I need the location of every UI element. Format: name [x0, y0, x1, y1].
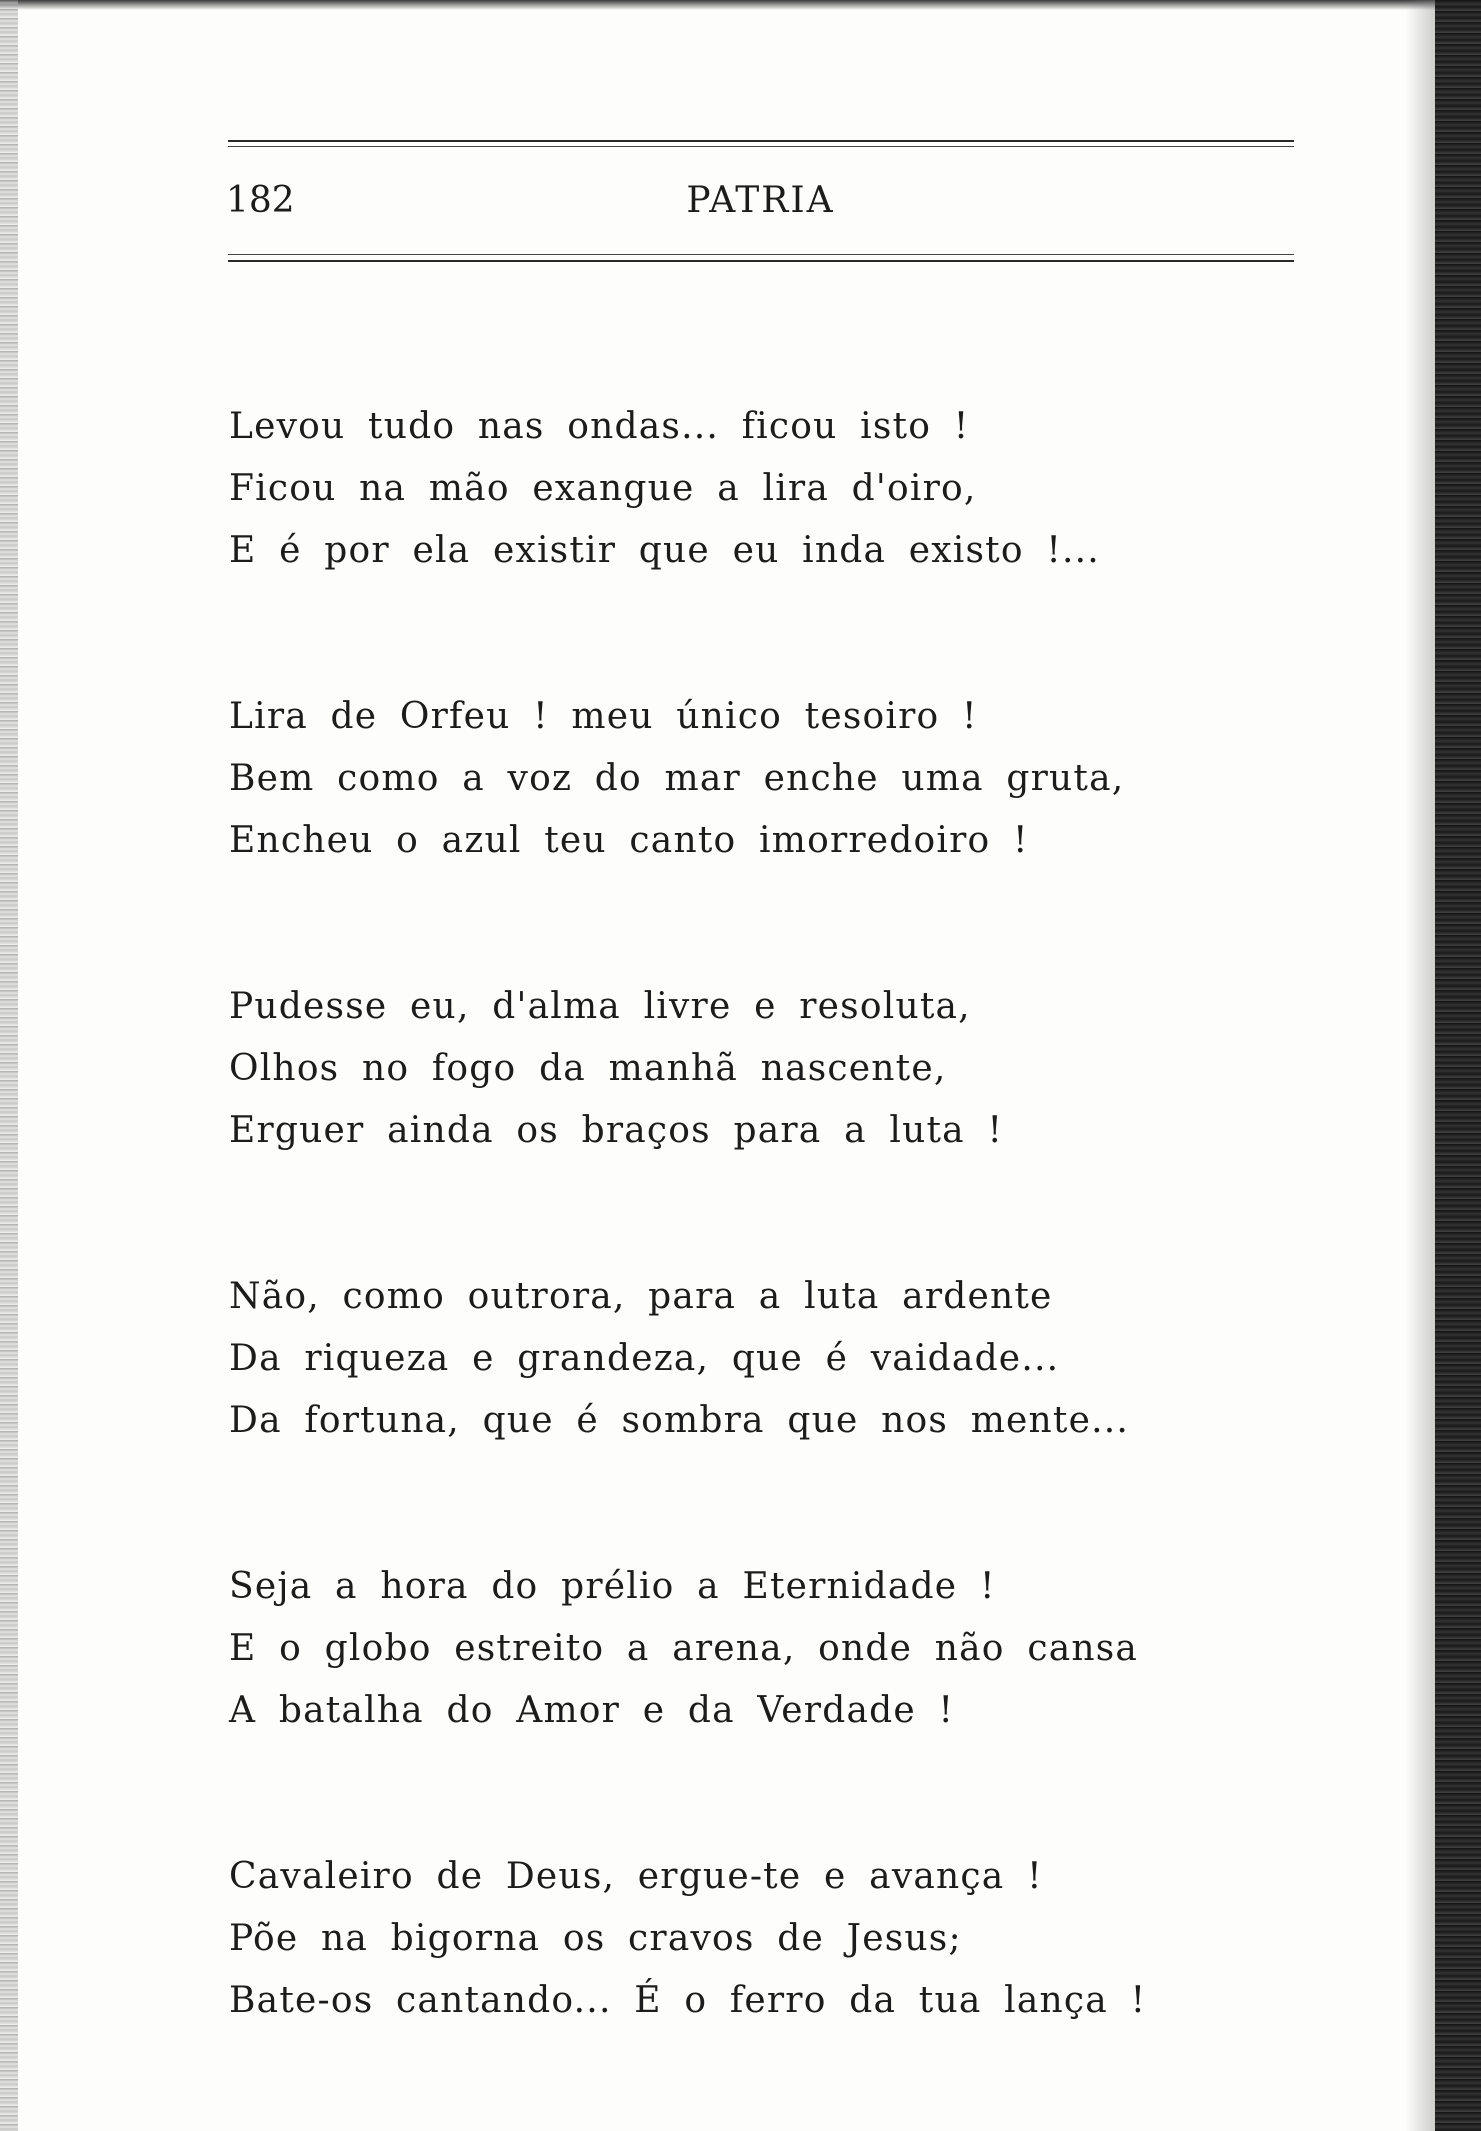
verse-line: Levou tudo nas ondas... ficou isto ! [229, 406, 970, 447]
verse-line: E o globo estreito a arena, onde não cansa [229, 1628, 1139, 1669]
stanza [229, 976, 1229, 1266]
scan-edge-top [0, 0, 1481, 10]
stanza [229, 1266, 1229, 1556]
verse-line: Da fortuna, que é sombra que nos mente... [229, 1400, 1130, 1441]
verse-line: Ficou na mão exangue a lira d'oiro, [229, 468, 977, 509]
verse-line: Seja a hora do prélio a Eternidade ! [229, 1566, 996, 1607]
scan-edge-right [1435, 0, 1481, 2131]
header-bottom-rule-thin [228, 254, 1294, 255]
page-number: 182 [226, 180, 295, 221]
scan-edge-left [0, 0, 18, 2131]
stanza [229, 686, 1229, 976]
verse-line: E é por ela existir que eu inda existo !... [229, 530, 1100, 571]
verse-line: Encheu o azul teu canto imorredoiro ! [229, 820, 1029, 861]
verse-line: Bate-os cantando... É o ferro da tua lança ! [229, 1980, 1147, 2021]
verse-line: Bem como a voz do mar enche uma gruta, [229, 758, 1125, 799]
header-top-rule-thin [228, 146, 1294, 147]
verse-line: A batalha do Amor e da Verdade ! [229, 1690, 955, 1731]
stanza [229, 396, 1229, 686]
stanza [229, 1846, 1229, 2131]
verse-line: Pudesse eu, d'alma livre e resoluta, [229, 986, 971, 1027]
poem [229, 396, 1229, 2131]
verse-line: Põe na bigorna os cravos de Jesus; [229, 1918, 962, 1959]
verse-line: Da riqueza e grandeza, que é vaidade... [229, 1338, 1060, 1379]
verse-line: Erguer ainda os braços para a luta ! [229, 1110, 1004, 1151]
verse-line: Lira de Orfeu ! meu único tesoiro ! [229, 696, 978, 737]
stanza [229, 1556, 1229, 1846]
running-title: PATRIA [686, 180, 835, 221]
header-top-rule [228, 140, 1294, 142]
scan-shadow-right [1405, 0, 1435, 2131]
verse-line: Não, como outrora, para a luta ardente [229, 1276, 1053, 1317]
header-bottom-rule [228, 260, 1294, 262]
verse-line: Olhos no fogo da manhã nascente, [229, 1048, 947, 1089]
verse-line: Cavaleiro de Deus, ergue-te e avança ! [229, 1856, 1043, 1897]
